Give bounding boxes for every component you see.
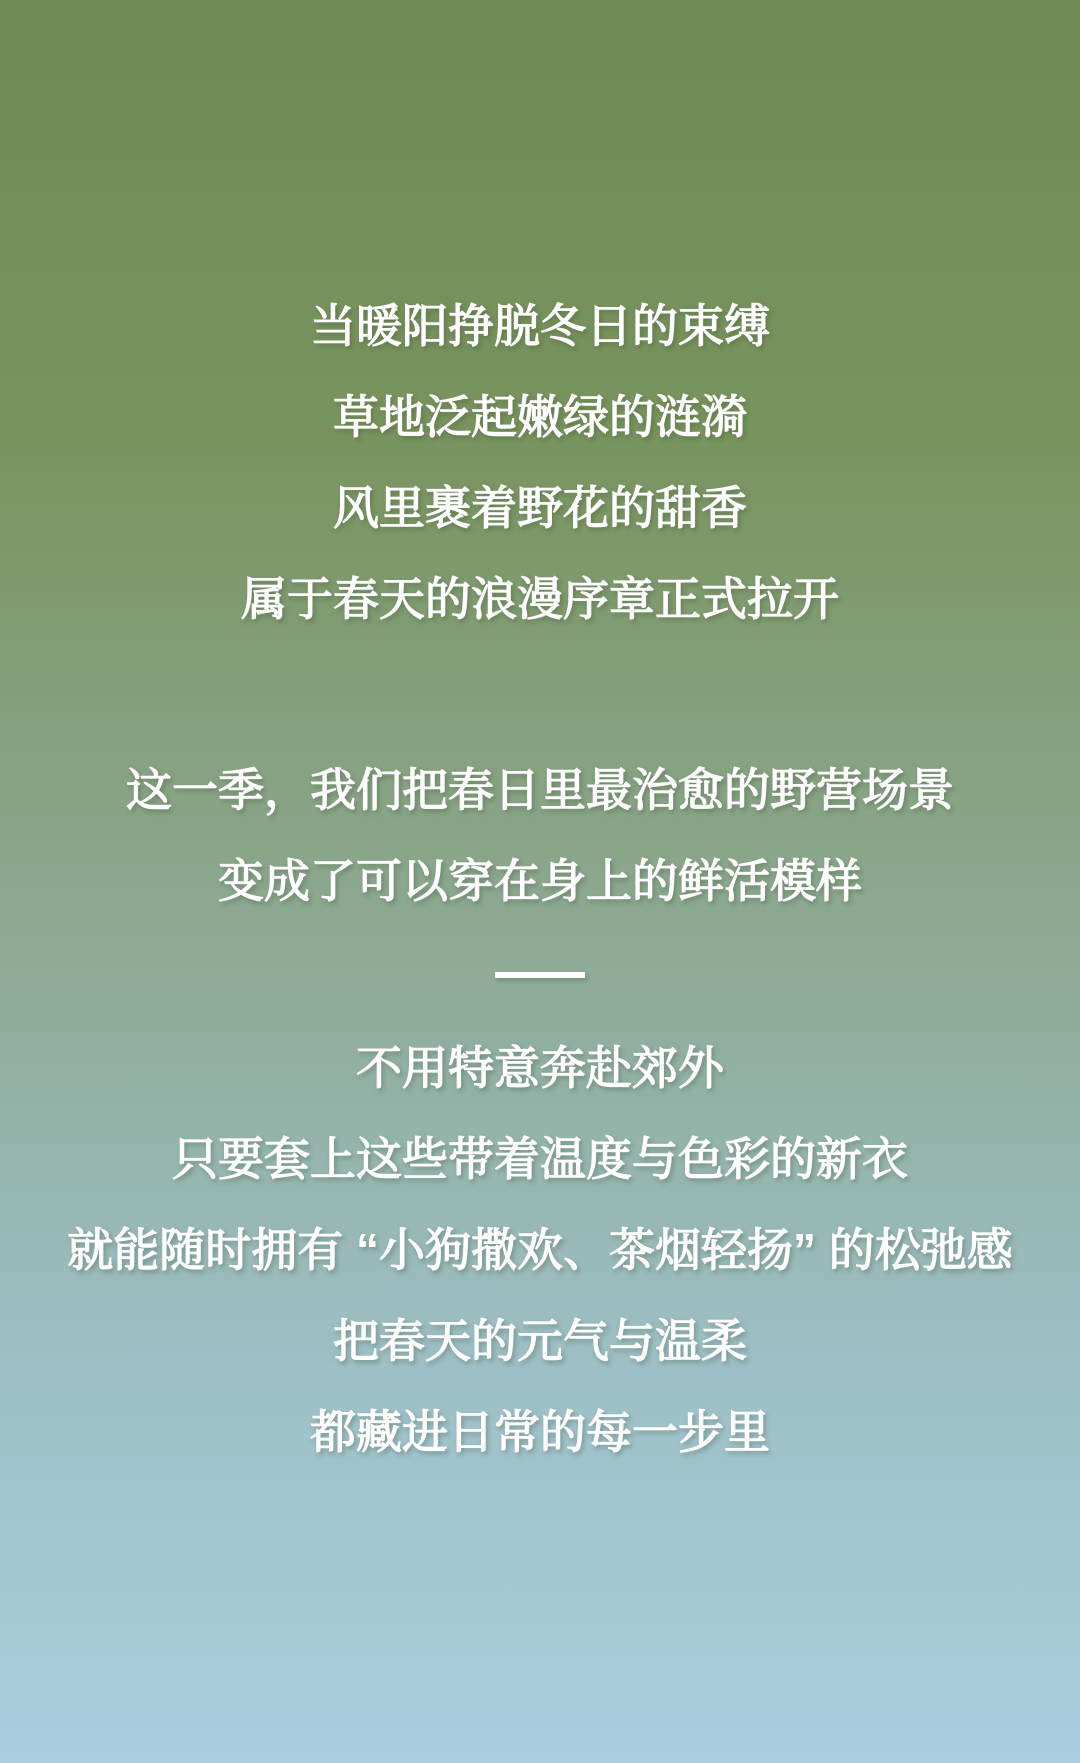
poem-line: 变成了可以穿在身上的鲜活模样 bbox=[218, 855, 862, 907]
poem-line: 这一季，我们把春日里最治愈的野营场景 bbox=[126, 764, 954, 816]
poem-line: 只要套上这些带着温度与色彩的新衣 bbox=[172, 1133, 908, 1185]
poem-line: 属于春天的浪漫序章正式拉开 bbox=[241, 573, 839, 625]
poem-line: 都藏进日常的每一步里 bbox=[310, 1406, 770, 1458]
poem-line: 风里裹着野花的甜香 bbox=[333, 482, 747, 534]
section-divider bbox=[495, 972, 585, 978]
poem-line: 当暖阳挣脱冬日的束缚 bbox=[310, 300, 770, 352]
poem-line: 就能随时拥有 “小狗撒欢、茶烟轻扬” 的松弛感 bbox=[67, 1224, 1013, 1276]
divider-row bbox=[495, 927, 585, 1023]
poster-copy-block bbox=[0, 281, 1080, 1478]
poem-line: 把春天的元气与温柔 bbox=[333, 1315, 747, 1367]
poem-line: 不用特意奔赴郊外 bbox=[356, 1042, 724, 1094]
poem-line: 草地泛起嫩绿的涟漪 bbox=[333, 391, 747, 443]
